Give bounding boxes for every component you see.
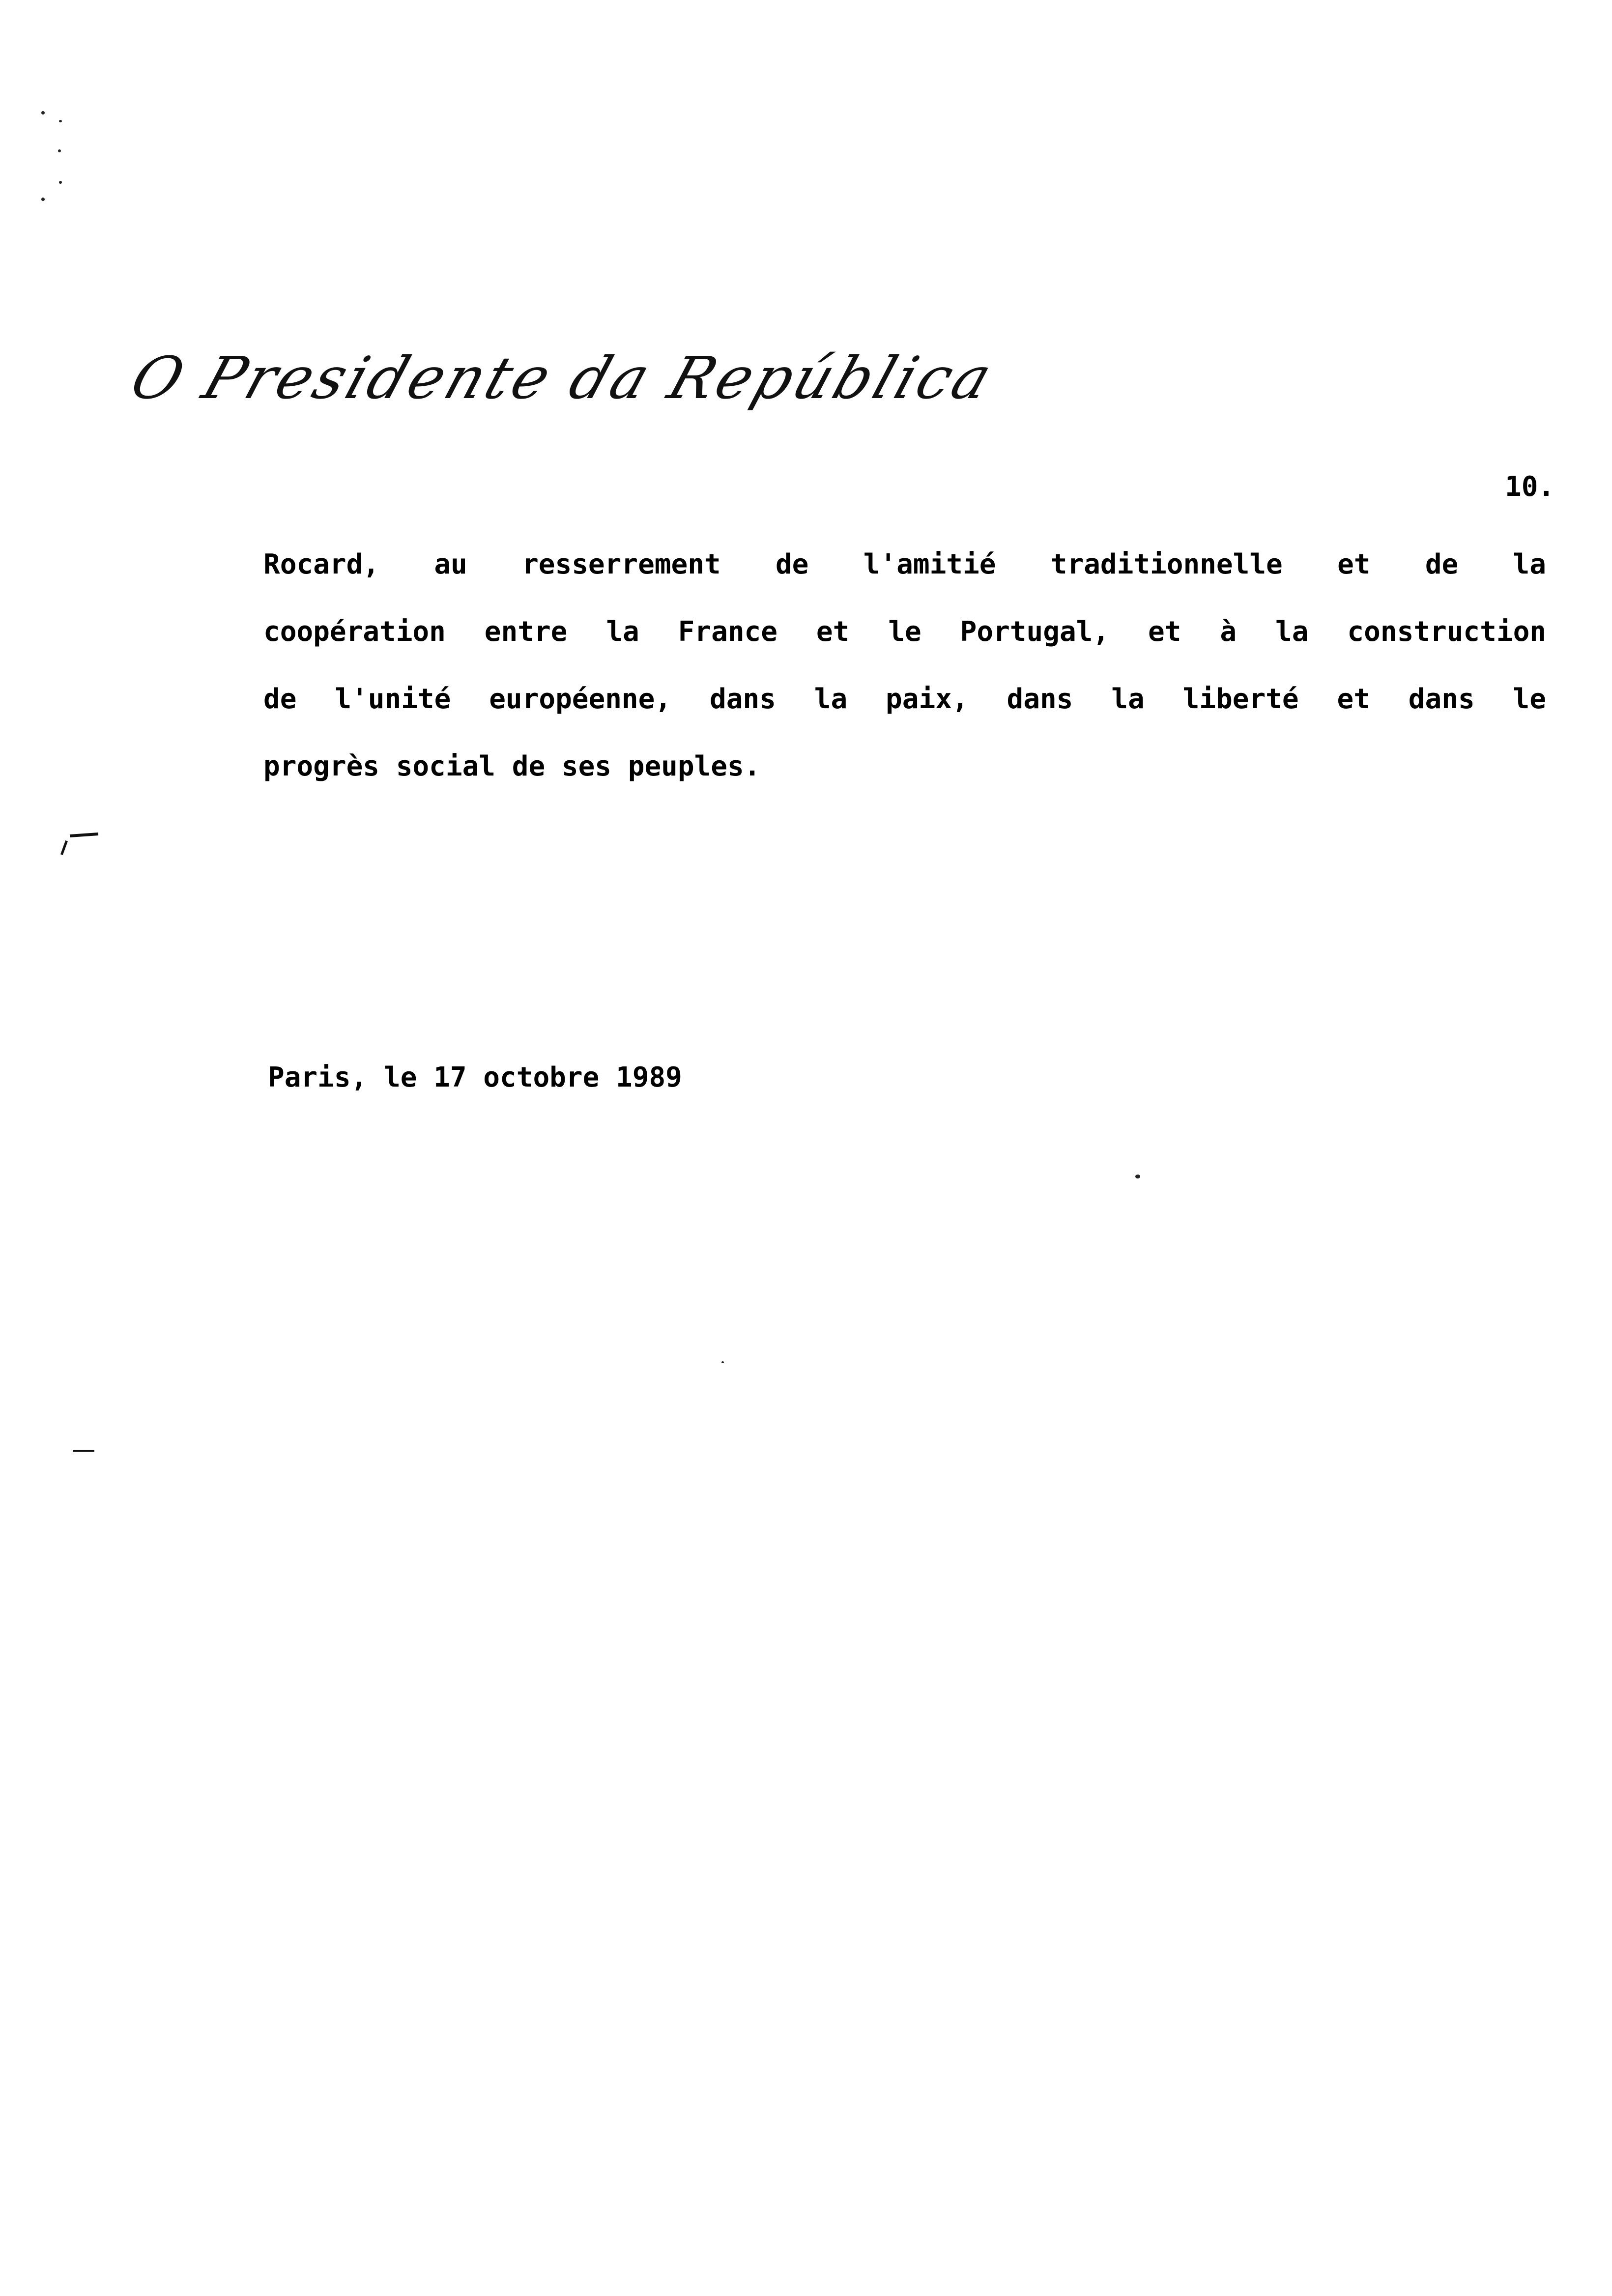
scan-speck bbox=[59, 120, 62, 122]
body-line: Rocard, au resserrement de l'amitié traditionnelle et de la bbox=[263, 548, 1546, 580]
letterhead: O Presidente da República bbox=[123, 344, 1003, 412]
scan-speck bbox=[58, 149, 61, 152]
punch-mark bbox=[70, 832, 98, 837]
scan-speck bbox=[41, 111, 45, 115]
punch-mark bbox=[73, 1450, 94, 1452]
scan-speck bbox=[59, 181, 62, 184]
body-line: progrès social de ses peuples. bbox=[263, 750, 761, 782]
body-line: de l'unité européenne, dans la paix, dans la liberté et dans le bbox=[263, 683, 1546, 715]
body-paragraph bbox=[263, 531, 1546, 800]
dateline: Paris, le 17 octobre 1989 bbox=[268, 1062, 682, 1093]
body-line: coopération entre la France et le Portugal, et à la construction bbox=[263, 616, 1546, 648]
page-number: 10. bbox=[1505, 471, 1555, 503]
scan-speck bbox=[721, 1361, 724, 1363]
scan-speck bbox=[1135, 1175, 1140, 1178]
scan-speck bbox=[41, 198, 45, 201]
punch-mark bbox=[60, 840, 68, 855]
